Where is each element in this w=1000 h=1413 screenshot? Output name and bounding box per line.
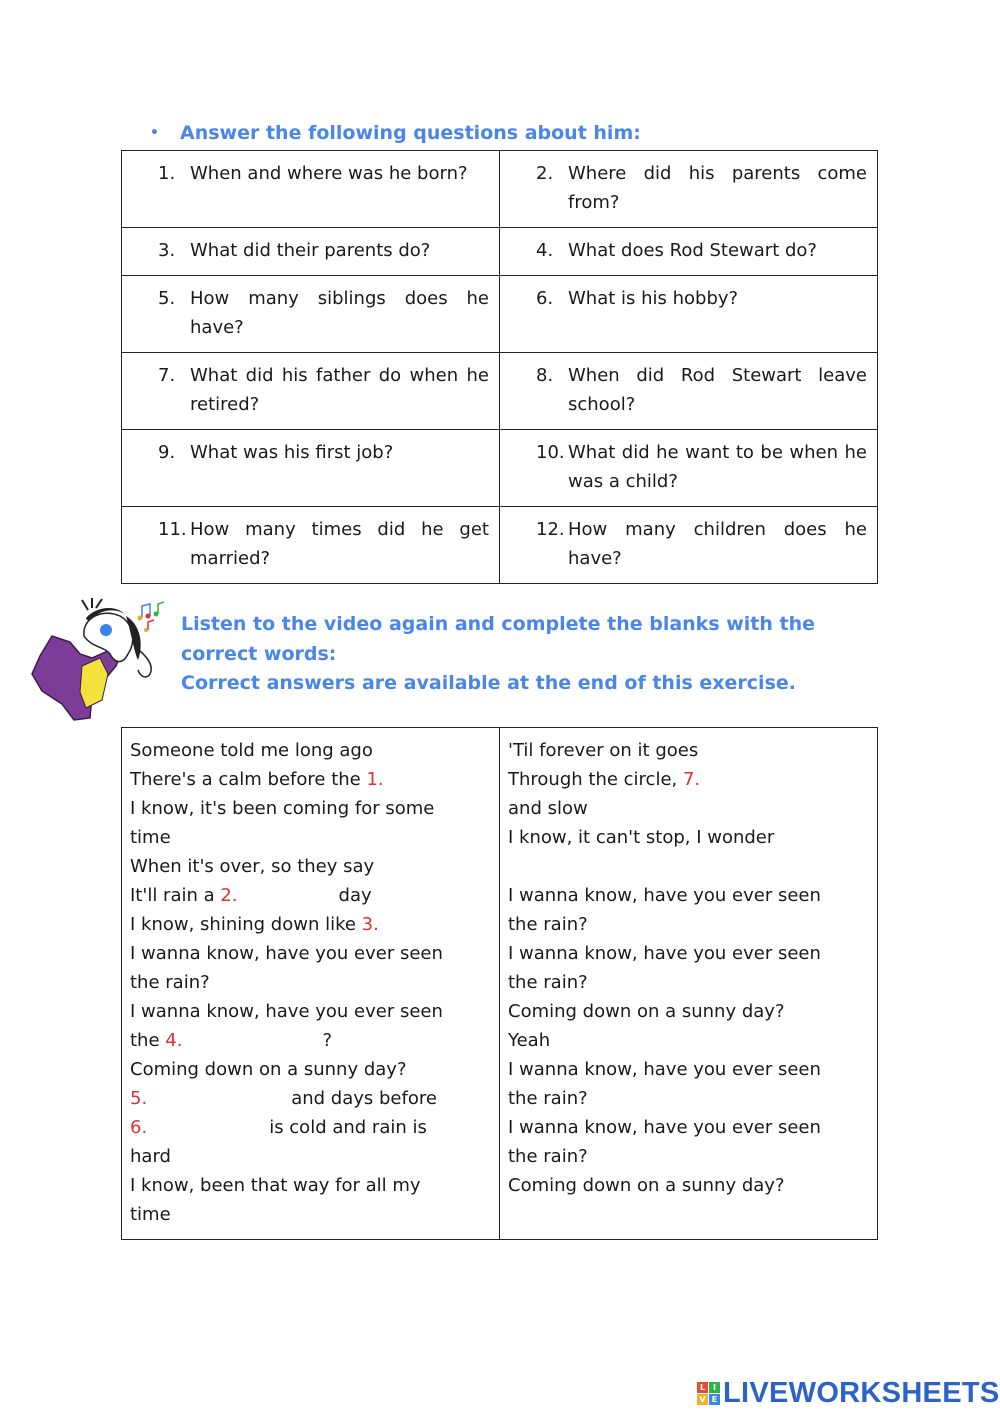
blank-number: 1. (366, 769, 384, 790)
lyric-spacer (508, 852, 869, 881)
section-heading (150, 120, 641, 146)
question-text: What is his hobby? (568, 288, 739, 309)
logo-badge-letter: L (697, 1382, 708, 1393)
lyric-line: I wanna know, have you ever seen (508, 885, 821, 906)
lyric-text: There's a calm before the (130, 769, 367, 790)
question-text: When and where was he born? (190, 163, 468, 184)
question-text: When did Rod Stewart leave school? (568, 365, 867, 415)
table-row (122, 228, 878, 276)
dancing-girl-illustration (22, 596, 182, 721)
lyric-line (130, 1113, 491, 1142)
lyric-line: I wanna know, have you ever seen (508, 1059, 821, 1080)
blank-number: 2. (220, 885, 238, 906)
question-text: How many children does he have? (568, 519, 867, 569)
instructions (181, 610, 881, 699)
lyric-line: Yeah (508, 1030, 551, 1051)
question-text: What did their parents do? (190, 240, 431, 261)
question-text: What did his father do when he retired? (190, 365, 489, 415)
question-cell (122, 151, 500, 228)
lyric-line: the rain? (508, 1146, 588, 1167)
question-text: Where did his parents come from? (568, 163, 867, 213)
lyric-line: I wanna know, have you ever seen (130, 943, 443, 964)
question-text: How many siblings does he have? (190, 288, 489, 338)
lyric-line (130, 881, 491, 910)
lyric-text: Through the circle, (508, 769, 683, 790)
logo-badge-letter: I (709, 1382, 720, 1393)
table-row (122, 728, 878, 1240)
question-number: 8. (536, 365, 554, 386)
questions-table (121, 150, 878, 584)
question-number: 7. (158, 365, 176, 386)
lyric-text: the (130, 1030, 166, 1051)
lyric-line: time (130, 1204, 171, 1225)
lyric-text: I know, shining down like (130, 914, 362, 935)
question-number: 5. (158, 288, 176, 309)
lyric-text: is cold and rain is (269, 1117, 427, 1138)
lyric-line: the rain? (508, 972, 588, 993)
lyric-line: I know, it can't stop, I wonder (508, 827, 775, 848)
lyrics-table (121, 727, 878, 1240)
lyric-text: and days before (291, 1088, 437, 1109)
table-row (122, 353, 878, 430)
lyric-line: Coming down on a sunny day? (508, 1175, 785, 1196)
blank-number: 3. (361, 914, 379, 935)
lyric-line: When it's over, so they say (130, 856, 375, 877)
instructions-line: Listen to the video again and complete the blanks with the correct words: (181, 613, 816, 665)
question-number: 6. (536, 288, 554, 309)
question-number: 3. (158, 240, 176, 261)
logo-badge-letter: E (709, 1394, 720, 1405)
logo-badge-icon (697, 1382, 720, 1405)
question-cell (500, 151, 878, 228)
question-cell (500, 353, 878, 430)
question-number: 4. (536, 240, 554, 261)
liveworksheets-logo (697, 1376, 1000, 1410)
question-cell (122, 353, 500, 430)
lyric-text: ? (322, 1030, 333, 1051)
question-text: What did he want to be when he was a child? (568, 442, 867, 492)
blank-number: 5. (130, 1088, 148, 1109)
lyrics-column-left (122, 728, 500, 1240)
lyric-text: It'll rain a (130, 885, 221, 906)
instructions-note: Correct answers are available at the end of this exercise. (181, 672, 796, 694)
lyric-line: the rain? (508, 914, 588, 935)
blank-number: 7. (682, 769, 701, 790)
lyric-line: the rain? (508, 1088, 588, 1109)
question-text: What does Rod Stewart do? (568, 240, 817, 261)
question-cell (122, 430, 500, 507)
lyric-line: time (130, 827, 171, 848)
lyric-line: 'Til forever on it goes (508, 740, 699, 761)
question-number: 9. (158, 442, 176, 463)
heading-text: Answer the following questions about him: (180, 122, 641, 144)
question-cell (500, 507, 878, 584)
lyric-line (130, 1084, 491, 1113)
lyric-line: hard (130, 1146, 171, 1167)
lyric-line: Someone told me long ago (130, 740, 373, 761)
question-number: 10. (536, 442, 565, 463)
lyric-line: I know, been that way for all my (130, 1175, 421, 1196)
question-number: 2. (536, 163, 554, 184)
lyric-line (508, 765, 869, 794)
logo-badge-letter: V (697, 1394, 708, 1405)
table-row (122, 430, 878, 507)
lyric-line: Coming down on a sunny day? (508, 1001, 785, 1022)
question-text: How many times did he get married? (190, 519, 489, 569)
question-number: 12. (536, 519, 565, 540)
lyrics-column-right (500, 728, 878, 1240)
question-cell (122, 228, 500, 276)
bullet-icon: • (150, 125, 159, 141)
logo-text: LIVEWORKSHEETS (723, 1376, 1000, 1409)
table-row (122, 507, 878, 584)
blank-number: 4. (165, 1030, 183, 1051)
lyric-line: and slow (508, 798, 588, 819)
question-cell (500, 228, 878, 276)
table-row (122, 151, 878, 228)
lyric-line: I know, it's been coming for some (130, 798, 435, 819)
lyric-line: I wanna know, have you ever seen (130, 1001, 443, 1022)
lyric-text: day (338, 885, 372, 906)
blank-number: 6. (130, 1117, 148, 1138)
question-number: 11. (158, 519, 187, 540)
lyric-line: I wanna know, have you ever seen (508, 943, 821, 964)
question-cell (500, 430, 878, 507)
lyric-line (130, 1026, 491, 1055)
lyric-line (130, 910, 491, 939)
lyric-line: the rain? (130, 972, 210, 993)
table-row (122, 276, 878, 353)
question-cell (122, 507, 500, 584)
lyric-line: Coming down on a sunny day? (130, 1059, 407, 1080)
question-cell (122, 276, 500, 353)
lyric-line: I wanna know, have you ever seen (508, 1117, 821, 1138)
question-number: 1. (158, 163, 176, 184)
question-cell (500, 276, 878, 353)
question-text: What was his first job? (190, 442, 394, 463)
lyric-line (130, 765, 491, 794)
